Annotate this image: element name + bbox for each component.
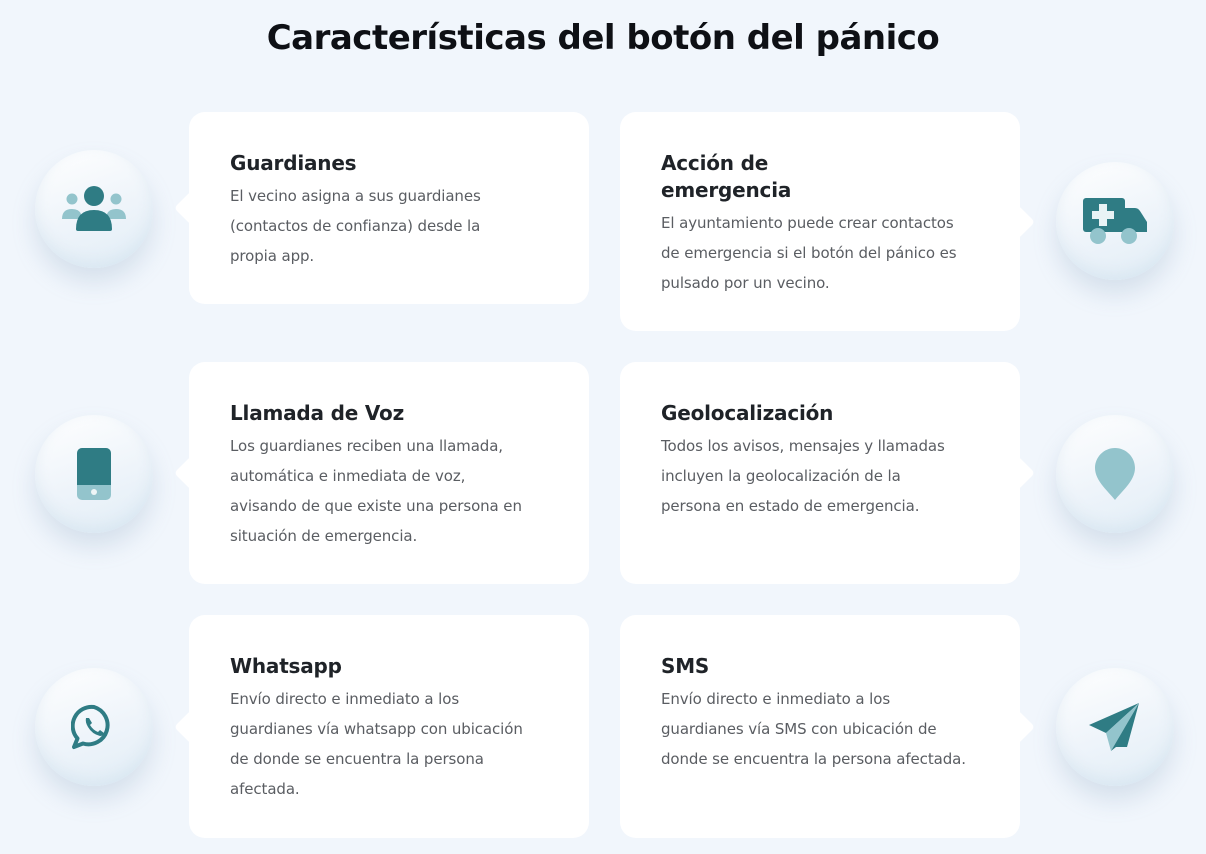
feature-title: Guardianes — [230, 151, 357, 175]
ambulance-icon — [1083, 196, 1147, 246]
guardianes-icon-bubble — [35, 150, 153, 268]
feature-description: Envío directo e inmediato a los guardianes vía SMS con ubicación de donde se encuentra la persona afectada. — [661, 690, 966, 768]
accion-emergencia-icon-bubble — [1056, 162, 1174, 280]
feature-description: Todos los avisos, mensajes y llamadas incluyen la geolocalización de la persona en estado de emergencia. — [661, 437, 945, 515]
geolocalizacion-icon-bubble — [1056, 415, 1174, 533]
users-group-icon — [62, 185, 126, 233]
feature-card-accion-emergencia — [620, 112, 1020, 331]
whatsapp-icon-bubble — [35, 668, 153, 786]
feature-card-llamada-voz — [189, 362, 589, 584]
llamada-voz-icon-bubble — [35, 415, 153, 533]
feature-title: Llamada de Voz — [230, 401, 405, 425]
feature-title: Acción de emergencia — [661, 151, 792, 202]
feature-card-geolocalizacion — [620, 362, 1020, 584]
feature-title: Geolocalización — [661, 401, 834, 425]
location-pin-icon — [1095, 448, 1135, 500]
feature-description: El vecino asigna a sus guardianes (contactos de confianza) desde la propia app. — [230, 187, 481, 265]
feature-description: El ayuntamiento puede crear contactos de emergencia si el botón del pánico es pulsado por un vecino. — [661, 214, 957, 292]
feature-description: Envío directo e inmediato a los guardianes vía whatsapp con ubicación de donde se encuentra la persona afectada. — [230, 690, 523, 798]
feature-description: Los guardianes reciben una llamada, automática e inmediata de voz, avisando de que existe una persona en situación de emergencia. — [230, 437, 522, 545]
feature-card-whatsapp — [189, 615, 589, 838]
feature-title: Whatsapp — [230, 654, 342, 678]
paper-plane-icon — [1089, 701, 1141, 753]
mobile-phone-icon — [77, 448, 111, 500]
feature-card-sms — [620, 615, 1020, 838]
feature-card-guardianes — [189, 112, 589, 304]
feature-title: SMS — [661, 654, 710, 678]
page-title: Características del botón del pánico — [266, 18, 940, 58]
sms-icon-bubble — [1056, 668, 1174, 786]
whatsapp-icon — [71, 704, 117, 750]
